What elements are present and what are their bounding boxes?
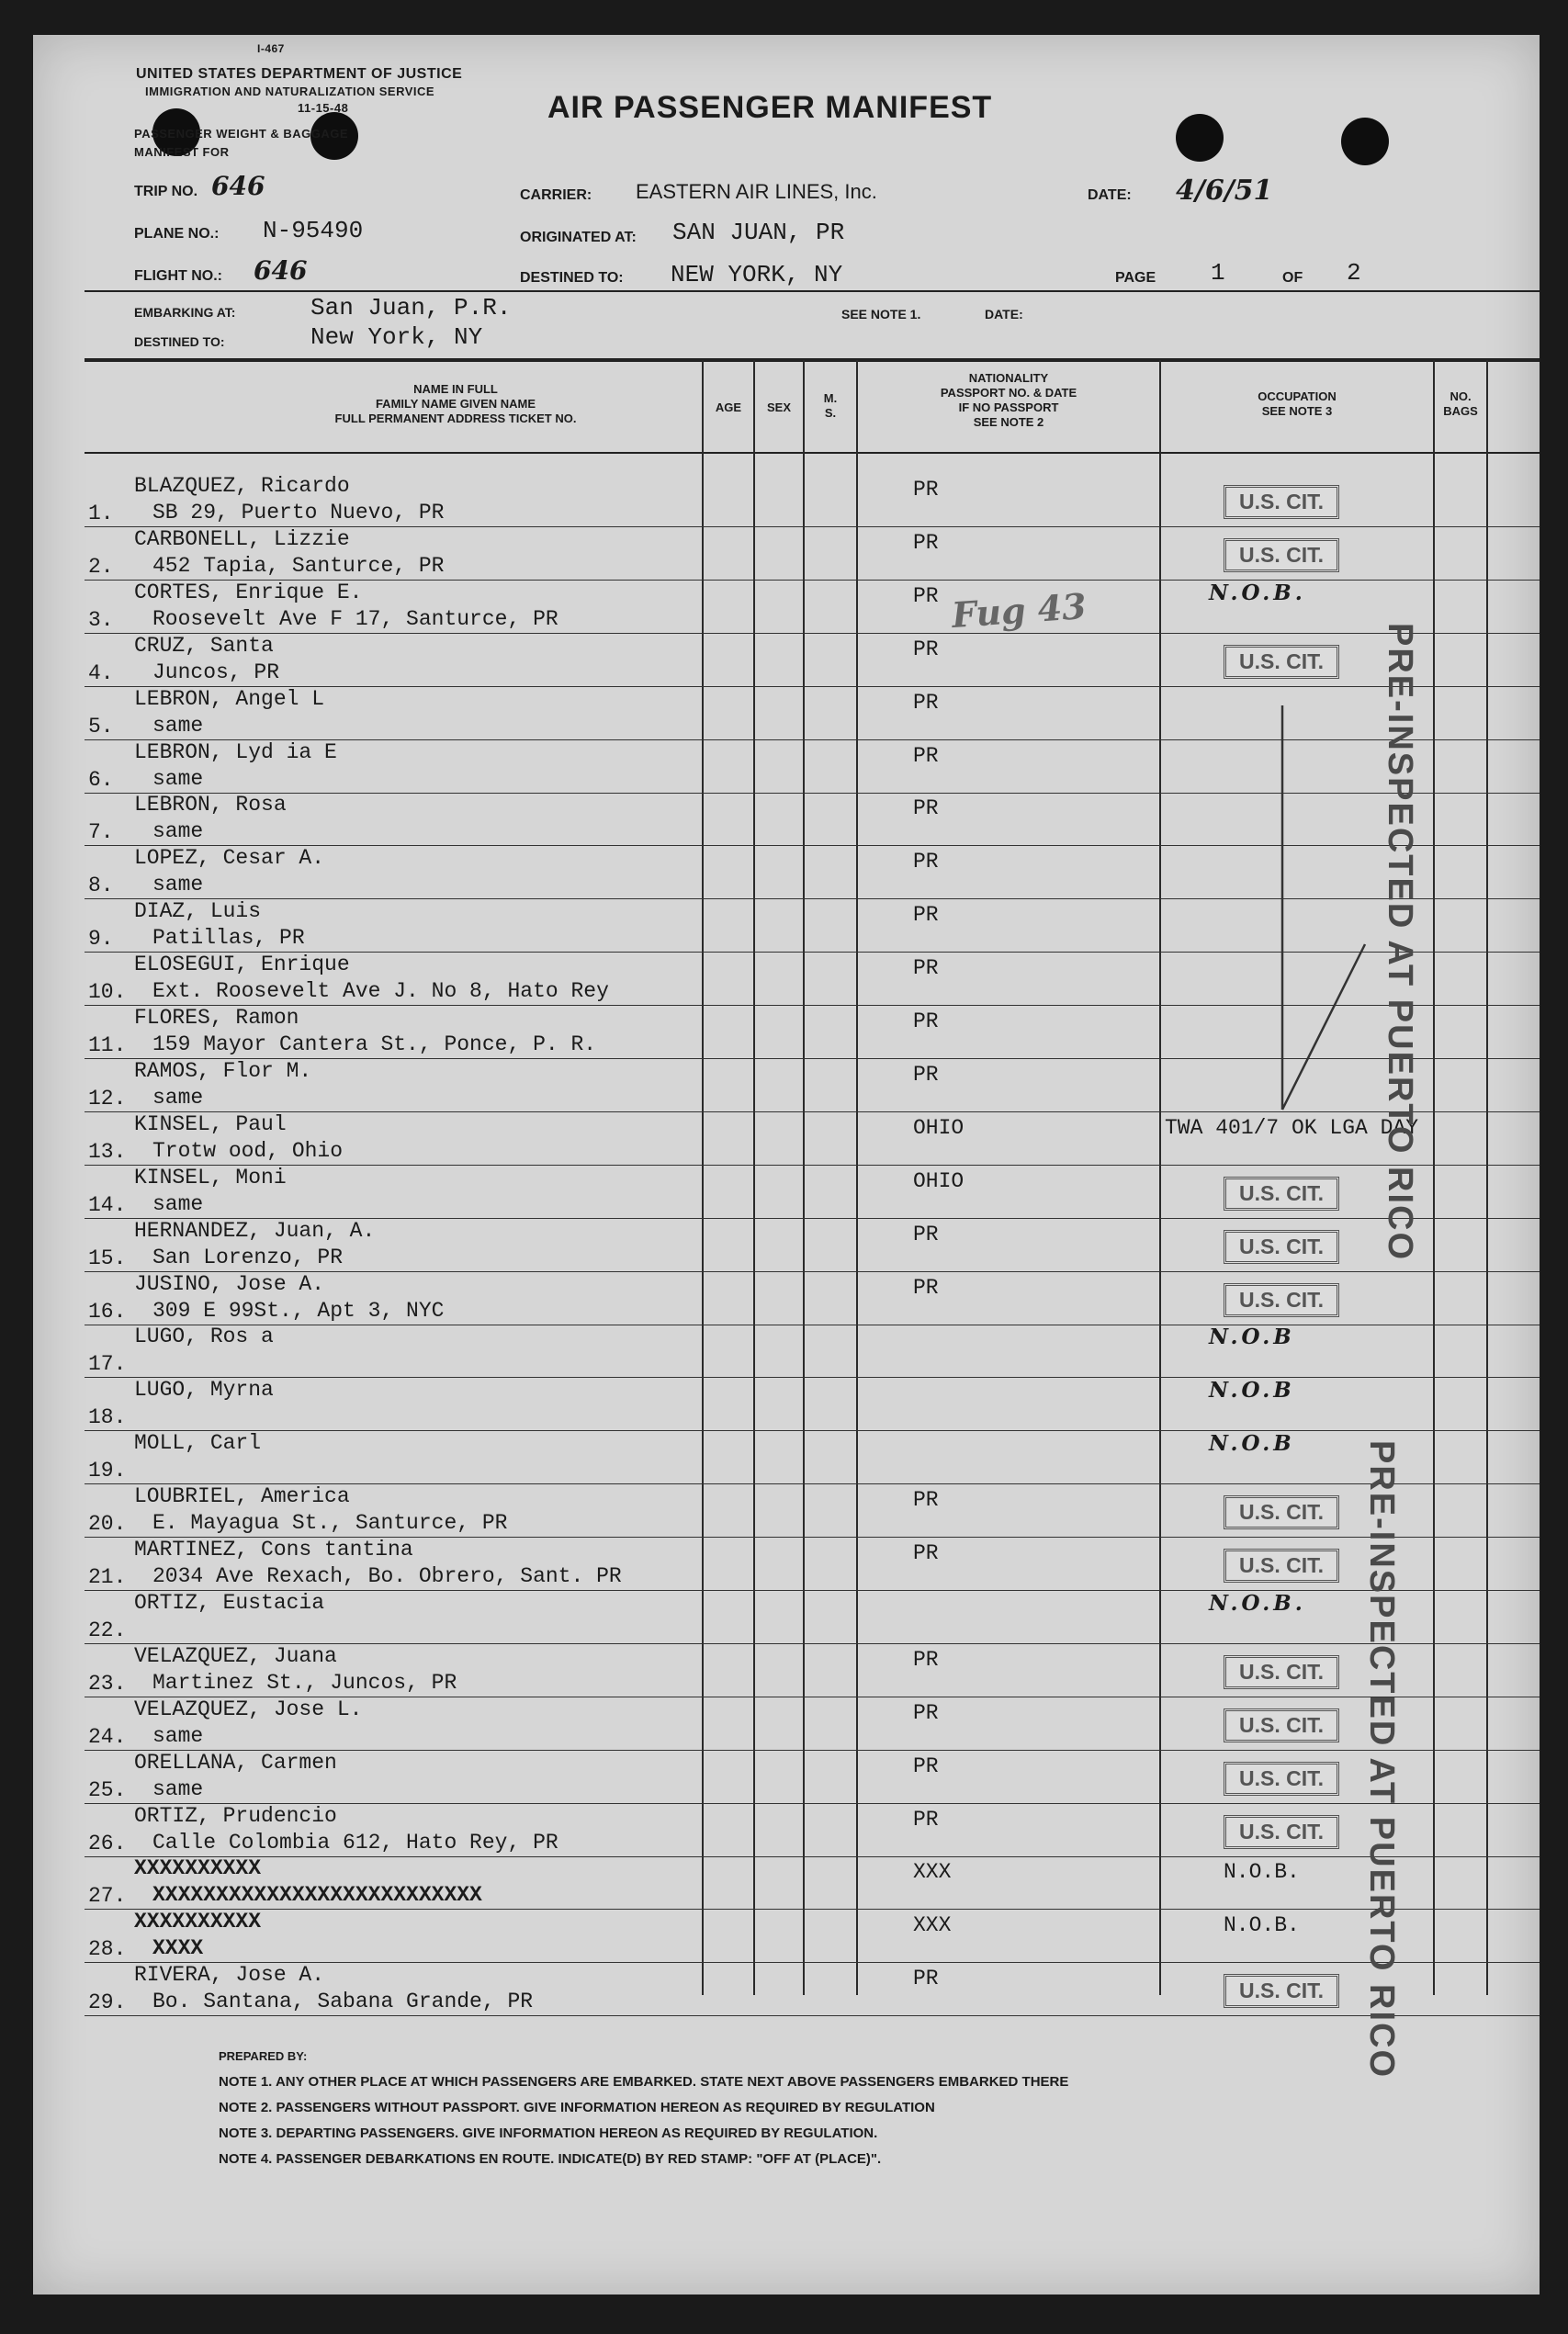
ditto-arrow-mark (1273, 705, 1383, 1128)
passenger-occupation: N.O.B. (1224, 1913, 1300, 1938)
embarking-value: San Juan, P.R. (310, 294, 512, 321)
passenger-address: 452 Tapia, Santurce, PR (152, 553, 445, 578)
passenger-occupation: U.S. CIT. (1224, 1815, 1339, 1849)
note-2: NOTE 2. PASSENGERS WITHOUT PASSPORT. GIVE INFORMATION HEREON AS REQUIRED BY REGULATION (219, 2100, 935, 2115)
passenger-name: MARTINEZ, Cons tantina (134, 1538, 413, 1562)
form-date: 11-15-48 (298, 101, 349, 115)
col-sex-header: SEX (766, 400, 791, 414)
punch-hole (1176, 114, 1224, 162)
passenger-name: LUGO, Myrna (134, 1378, 274, 1403)
date2-label: DATE: (985, 307, 1023, 321)
passenger-nationality: PR (913, 1700, 939, 1725)
passenger-address: Ext. Roosevelt Ave J. No 8, Hato Rey (152, 979, 609, 1004)
trip-label: TRIP NO. (134, 184, 198, 199)
row-number: 16. (88, 1299, 127, 1324)
prepared-by-label: PREPARED BY: (219, 2049, 308, 2063)
passenger-name: DIAZ, Luis (134, 899, 262, 924)
passenger-name: LOUBRIEL, America (134, 1484, 350, 1509)
punch-hole (1341, 118, 1389, 165)
table-row (33, 527, 1540, 581)
row-number: 28. (88, 1937, 127, 1962)
row-number: 18. (88, 1405, 127, 1430)
passenger-address: Patillas, PR (152, 926, 305, 951)
passenger-nationality: PR (913, 850, 939, 874)
col-ms-header: M. S. (823, 391, 838, 420)
passenger-occupation: U.S. CIT. (1224, 1974, 1339, 2008)
passenger-occupation: N.O.B. (1209, 1590, 1306, 1616)
passenger-name: ORTIZ, Eustacia (134, 1590, 325, 1615)
passenger-occupation: U.S. CIT. (1224, 1230, 1339, 1264)
flight-label: FLIGHT NO.: (134, 268, 222, 284)
passenger-occupation: U.S. CIT. (1224, 1177, 1339, 1211)
carrier-label: CARRIER: (520, 187, 592, 203)
passenger-address: XXXX (152, 1936, 204, 1961)
passenger-nationality: PR (913, 743, 939, 768)
row-number: 11. (88, 1033, 127, 1057)
passenger-address: SB 29, Puerto Nuevo, PR (152, 501, 445, 524)
table-header-rule (85, 452, 1540, 454)
row-number: 3. (88, 607, 114, 632)
passenger-occupation: N.O.B. (1224, 1860, 1300, 1885)
row-number: 12. (88, 1086, 127, 1111)
passenger-address: same (152, 819, 204, 844)
form-number: I-467 (257, 42, 285, 55)
passenger-nationality: PR (913, 583, 939, 608)
table-row (33, 1963, 1540, 2016)
passenger-name: VELAZQUEZ, Juana (134, 1643, 337, 1668)
trip-value: 646 (211, 171, 265, 201)
row-number: 13. (88, 1139, 127, 1164)
col-name-header: NAME IN FULL FAMILY NAME GIVEN NAME FULL PERMANENT ADDRESS TICKET NO. (334, 382, 577, 425)
passenger-address: same (152, 1085, 204, 1110)
passenger-occupation: U.S. CIT. (1224, 1762, 1339, 1796)
passenger-occupation: U.S. CIT. (1224, 1655, 1339, 1689)
passenger-address: Roosevelt Ave F 17, Santurce, PR (152, 606, 558, 631)
table-row (33, 1325, 1540, 1378)
passenger-address: same (152, 1191, 204, 1216)
passenger-nationality: PR (913, 1647, 939, 1672)
passenger-nationality: PR (913, 1807, 939, 1832)
date-label: DATE: (1088, 187, 1132, 203)
passenger-occupation: N.O.B (1209, 1431, 1295, 1457)
passenger-nationality: PR (913, 1222, 939, 1246)
page-title: AIR PASSENGER MANIFEST (547, 90, 993, 125)
table-row (33, 1431, 1540, 1484)
passenger-address: 309 E 99St., Apt 3, NYC (152, 1298, 445, 1323)
passenger-occupation: N.O.B (1209, 1378, 1295, 1404)
passenger-address: 2034 Ave Rexach, Bo. Obrero, Sant. PR (152, 1564, 622, 1588)
preinspected-stamp: PRE-INSPECTED AT PUERTO RICO (1362, 1440, 1401, 2080)
table-row (33, 1166, 1540, 1219)
row-number: 25. (88, 1777, 127, 1802)
table-row (33, 1378, 1540, 1431)
passenger-nationality: PR (913, 478, 939, 502)
see-note-label: SEE NOTE 1. (841, 307, 921, 321)
passenger-name: KINSEL, Paul (134, 1111, 287, 1136)
table-row (33, 1751, 1540, 1804)
table-row (33, 1910, 1540, 1963)
passenger-name: RAMOS, Flor M. (134, 1058, 312, 1083)
passenger-address: 159 Mayor Cantera St., Ponce, P. R. (152, 1032, 597, 1056)
passenger-name: VELAZQUEZ, Jose L. (134, 1697, 363, 1721)
passenger-name: RIVERA, Jose A. (134, 1963, 325, 1988)
page-value: 1 (1211, 259, 1225, 287)
col-occupation-header: OCCUPATION SEE NOTE 3 (1258, 389, 1337, 418)
passenger-name: ORELLANA, Carmen (134, 1750, 337, 1775)
passenger-name: LEBRON, Rosa (134, 793, 287, 817)
originated-label: ORIGINATED AT: (520, 230, 637, 245)
date-value: 4/6/51 (1176, 175, 1273, 207)
row-number: 21. (88, 1565, 127, 1589)
passenger-occupation: U.S. CIT. (1224, 1549, 1339, 1583)
passenger-name: LUGO, Ros a (134, 1325, 274, 1349)
passenger-address: Bo. Santana, Sabana Grande, PR (152, 1990, 534, 2014)
passenger-occupation: N.O.B (1209, 1325, 1295, 1350)
plane-label: PLANE NO.: (134, 226, 220, 242)
passenger-nationality: XXX (913, 1913, 952, 1938)
row-number: 6. (88, 767, 114, 792)
row-number: 2. (88, 554, 114, 579)
passenger-nationality: OHIO (913, 1168, 964, 1193)
passenger-name: ELOSEGUI, Enrique (134, 953, 350, 977)
passenger-address: E. Mayagua St., Santurce, PR (152, 1511, 508, 1536)
row-number: 8. (88, 874, 114, 898)
passenger-nationality: PR (913, 1967, 939, 1991)
row-number: 22. (88, 1618, 127, 1642)
row-number: 7. (88, 820, 114, 845)
passenger-address: same (152, 1776, 204, 1801)
destined-to-value: New York, NY (310, 323, 483, 351)
passenger-nationality: PR (913, 1275, 939, 1300)
passenger-occupation: TWA 401/7 OK LGA DAY (1165, 1115, 1419, 1140)
passenger-occupation: U.S. CIT. (1224, 645, 1339, 679)
table-row (33, 580, 1540, 637)
passenger-name: CORTES, Enrique E. (134, 580, 363, 604)
row-number: 26. (88, 1831, 127, 1855)
passenger-address: same (152, 873, 204, 897)
plane-value: N-95490 (263, 217, 364, 244)
passenger-name: HERNANDEZ, Juan, A. (134, 1218, 376, 1243)
table-row (33, 1219, 1540, 1272)
passenger-weight-label: PASSENGER WEIGHT & BAGGAGE (134, 127, 349, 141)
carrier-value: EASTERN AIR LINES, Inc. (636, 180, 877, 203)
passenger-nationality: PR (913, 530, 939, 555)
passenger-nationality: PR (913, 956, 939, 981)
row-number: 24. (88, 1724, 127, 1749)
table-row (33, 1538, 1540, 1591)
passenger-address: same (152, 766, 204, 791)
agency-line-1: UNITED STATES DEPARTMENT OF JUSTICE (136, 66, 463, 82)
passenger-occupation: U.S. CIT. (1224, 538, 1339, 572)
note-4: NOTE 4. PASSENGER DEBARKATIONS EN ROUTE. INDICATE(D) BY RED STAMP: "OFF AT (PLACE)". (219, 2151, 882, 2167)
passenger-name: XXXXXXXXXX (134, 1910, 262, 1934)
passenger-name: FLORES, Ramon (134, 1006, 299, 1030)
table-row (33, 1644, 1540, 1697)
page-label: PAGE (1115, 270, 1156, 286)
passenger-nationality: PR (913, 637, 939, 661)
row-number: 4. (88, 660, 114, 685)
row-number: 20. (88, 1512, 127, 1537)
row-number: 23. (88, 1671, 127, 1696)
of-value: 2 (1347, 259, 1361, 287)
header-rule (85, 290, 1540, 292)
manifest-sheet (33, 35, 1540, 2295)
table-row (33, 1804, 1540, 1857)
passenger-nationality: PR (913, 1009, 939, 1033)
passenger-address: San Lorenzo, PR (152, 1245, 344, 1269)
table-row (33, 1272, 1540, 1325)
passenger-occupation: U.S. CIT. (1224, 1495, 1339, 1529)
passenger-nationality: PR (913, 903, 939, 928)
table-row (33, 634, 1540, 687)
table-row (33, 1856, 1540, 1910)
row-number: 29. (88, 1990, 127, 2015)
flight-value: 646 (254, 255, 308, 286)
destined-label: DESTINED TO: (520, 270, 624, 286)
col-age-header: AGE (715, 400, 742, 414)
table-top-rule (85, 358, 1540, 362)
passenger-name: ORTIZ, Prudencio (134, 1803, 337, 1828)
passenger-name: LEBRON, Angel L (134, 686, 325, 711)
passenger-name: KINSEL, Moni (134, 1165, 287, 1190)
passenger-name: XXXXXXXXXX (134, 1856, 262, 1881)
passenger-name: BLAZQUEZ, Ricardo (134, 474, 350, 498)
agency-line-2: IMMIGRATION AND NATURALIZATION SERVICE (145, 85, 435, 98)
passenger-name: MOLL, Carl (134, 1431, 262, 1456)
passenger-nationality: PR (913, 1062, 939, 1087)
passenger-nationality: PR (913, 1488, 939, 1513)
embarking-label: EMBARKING AT: (134, 305, 236, 320)
passenger-occupation: N.O.B. (1209, 580, 1306, 605)
note-1: NOTE 1. ANY OTHER PLACE AT WHICH PASSENGERS ARE EMBARKED. STATE NEXT ABOVE PASSENGERS EMBARKED THERE (219, 2074, 1069, 2090)
row-number: 9. (88, 927, 114, 952)
row-number: 14. (88, 1192, 127, 1217)
passenger-name: JUSINO, Jose A. (134, 1271, 325, 1296)
passenger-nationality: XXX (913, 1860, 952, 1885)
note-3: NOTE 3. DEPARTING PASSENGERS. GIVE INFORMATION HEREON AS REQUIRED BY REGULATION. (219, 2125, 878, 2141)
table-row (33, 1484, 1540, 1538)
row-number: 10. (88, 980, 127, 1005)
row-number: 15. (88, 1246, 127, 1270)
passenger-nationality: PR (913, 796, 939, 821)
table-row (33, 1697, 1540, 1751)
row-number: 17. (88, 1352, 127, 1377)
passenger-occupation: U.S. CIT. (1224, 1283, 1339, 1317)
row-number: 5. (88, 714, 114, 739)
table-row (33, 1591, 1540, 1644)
row-rule (85, 2015, 1540, 2016)
passenger-address: same (152, 1723, 204, 1748)
originated-value: SAN JUAN, PR (672, 219, 845, 246)
passenger-nationality: OHIO (913, 1115, 964, 1140)
row-number: 1. (88, 502, 114, 525)
passenger-address: same (152, 713, 204, 738)
row-number: 19. (88, 1459, 127, 1483)
passenger-address: Calle Colombia 612, Hato Rey, PR (152, 1830, 558, 1855)
preinspected-stamp: PRE-INSPECTED AT PUERTO RICO (1381, 623, 1419, 1262)
destined-value: NEW YORK, NY (671, 261, 843, 288)
passenger-address: XXXXXXXXXXXXXXXXXXXXXXXXXX (152, 1883, 482, 1908)
overstamp-mark: Fug 43 (950, 584, 1089, 637)
passenger-nationality: PR (913, 690, 939, 715)
col-nationality-header: NATIONALITY PASSPORT NO. & DATE IF NO PASSPORT SEE NOTE 2 (940, 371, 1077, 429)
table-row (33, 474, 1540, 527)
passenger-address: Trotw ood, Ohio (152, 1138, 344, 1163)
passenger-nationality: PR (913, 1753, 939, 1778)
passenger-occupation: U.S. CIT. (1224, 1708, 1339, 1742)
passenger-occupation: U.S. CIT. (1224, 485, 1339, 519)
passenger-address: Martinez St., Juncos, PR (152, 1670, 457, 1695)
passenger-name: LEBRON, Lyd ia E (134, 739, 337, 764)
manifest-for-label: MANIFEST FOR (134, 145, 230, 159)
destined-to-label: DESTINED TO: (134, 334, 225, 349)
passenger-name: CARBONELL, Lizzie (134, 526, 350, 551)
passenger-nationality: PR (913, 1541, 939, 1565)
passenger-name: CRUZ, Santa (134, 633, 274, 658)
passenger-address: Juncos, PR (152, 660, 280, 684)
row-number: 27. (88, 1884, 127, 1909)
passenger-name: LOPEZ, Cesar A. (134, 846, 325, 871)
of-label: OF (1282, 270, 1303, 286)
col-bags-header: NO. BAGS (1443, 389, 1478, 418)
